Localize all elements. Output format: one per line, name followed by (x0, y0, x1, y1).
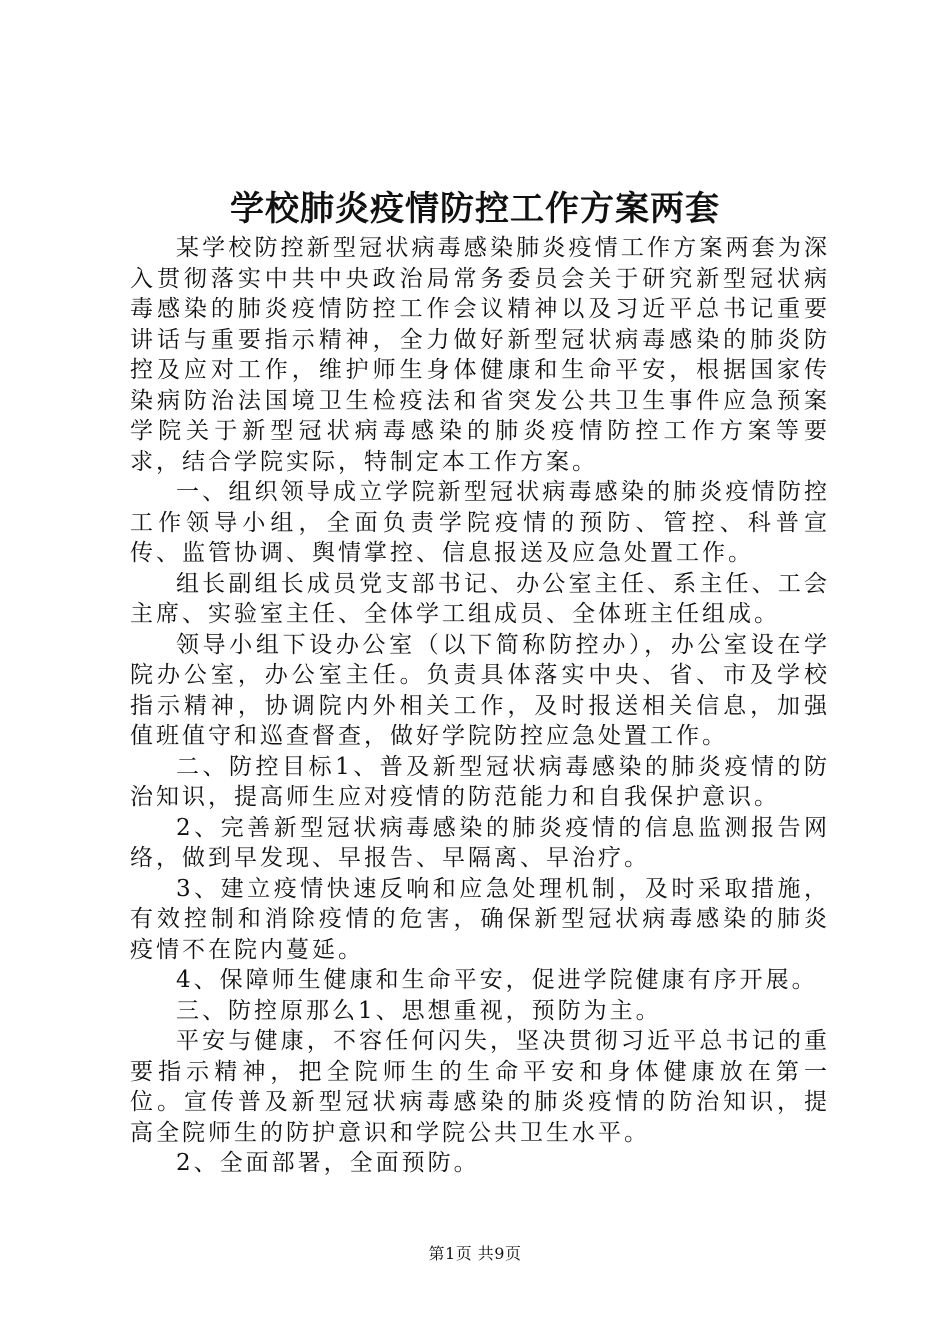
paragraph-section-1: 一、组织领导成立学院新型冠状病毒感染的肺炎疫情防控工作领导小组，全面负责学院疫情的预防、管控、科普宣传、监管协调、舆情掌控、信息报送及应急处置工作。 (130, 479, 830, 566)
document-title: 学校肺炎疫情防控工作方案两套 (230, 189, 720, 229)
paragraph-goal-4: 4、保障师生健康和生命平安，促进学院健康有序开展。 (176, 967, 818, 993)
paragraph-goal-3: 3、建立疫情快速反响和应急处理机制，及时采取措施，有效控制和消除疫情的危害，确保新型冠状病毒感染的肺炎疫情不在院内蔓延。 (130, 875, 830, 963)
paragraph-members: 组长副组长成员党支部书记、办公室主任、系主任、工会主席、实验室主任、全体学工组成员、全体班主任组成。 (130, 570, 830, 627)
paragraph-intro: 某学校防控新型冠状病毒感染肺炎疫情工作方案两套为深入贯彻落实中共中央政治局常务委员会关于研究新型冠状病毒感染的肺炎疫情防控工作会议精神以及习近平总书记重要讲话与重要指示精神，全力做好新型冠状病毒感染的肺炎防控及应对工作，维护师生身体健康和生命平安，根据国家传染病防治法国境卫生检疫法和省突发公共卫生事件应急预案学院关于新型冠状病毒感染的肺炎疫情防控工作方案等要求，结合学院实际，特制定本工作方案。 (130, 235, 830, 475)
paragraph-principle-1-detail: 平安与健康，不容任何闪失，坚决贯彻习近平总书记的重要指示精神，把全院师生的生命平安和身体健康放在第一位。宣传普及新型冠状病毒感染的肺炎疫情的防治知识，提高全院师生的防护意识和学院公共卫生水平。 (130, 1028, 830, 1146)
paragraph-section-2: 二、防控目标1、普及新型冠状病毒感染的肺炎疫情的防治知识，提高师生应对疫情的防范能力和自我保护意识。 (130, 753, 830, 810)
paragraph-principle-2: 2、全面部署，全面预防。 (176, 1150, 480, 1176)
paragraph-office: 领导小组下设办公室（以下简称防控办），办公室设在学院办公室，办公室主任。负责具体落实中央、省、市及学校指示精神，协调院内外相关工作，及时报送相关信息，加强值班值守和巡查督查，做好学院防控应急处置工作。 (130, 631, 830, 749)
document-body (130, 233, 830, 1179)
paragraph-goal-2: 2、完善新型冠状病毒感染的肺炎疫情的信息监测报告网络，做到早发现、早报告、早隔离、早治疗。 (130, 814, 830, 871)
paragraph-section-3: 三、防控原那么1、思想重视，预防为主。 (176, 997, 662, 1024)
page-number-footer: 第1页 共9页 (428, 1244, 522, 1263)
